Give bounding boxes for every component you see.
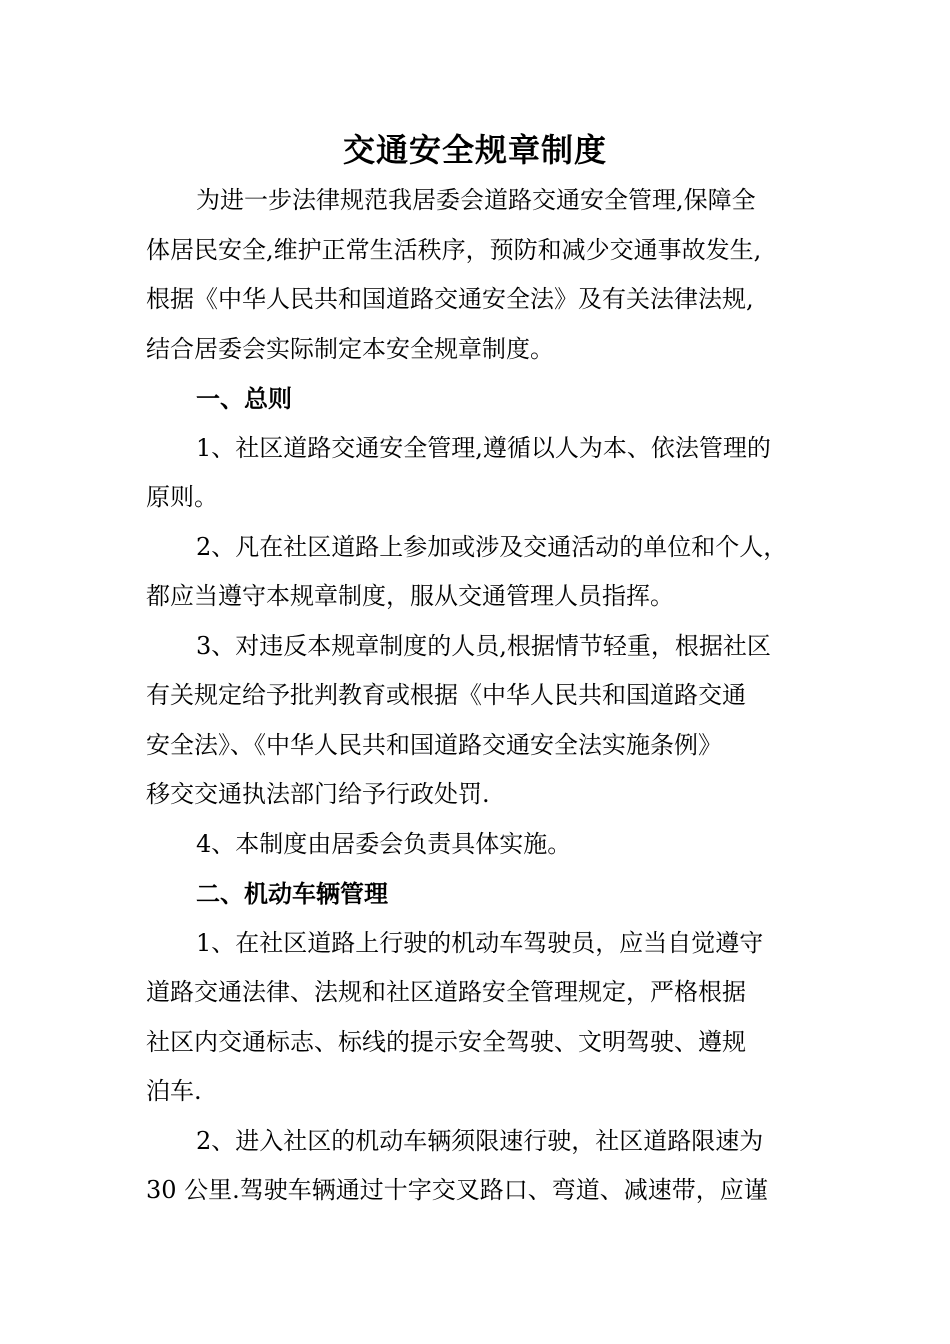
body-line: 道路交通法律、法规和社区道路安全管理规定，严格根据 — [146, 978, 746, 1006]
body-line: 4、本制度由居委会负责具体实施。 — [196, 829, 572, 858]
body-line: 3、对违反本规章制度的人员,根据情节轻重，根据社区 — [196, 631, 771, 660]
body-line: 体居民安全,维护正常生活秩序，预防和减少交通事故发生, — [146, 235, 762, 264]
body-line: 移交交通执法部门给予行政处罚. — [146, 780, 490, 808]
body-line: 2、凡在社区道路上参加或涉及交通活动的单位和个人， — [196, 532, 788, 561]
section-heading: 二、机动车辆管理 — [196, 879, 388, 908]
body-line: 都应当遵守本规章制度，服从交通管理人员指挥。 — [146, 582, 674, 610]
body-line: 泊车. — [146, 1077, 202, 1105]
body-line: 安全法》、《中华人民共和国道路交通安全法实施条例》 — [146, 730, 722, 759]
body-line: 2、进入社区的机动车辆须限速行驶，社区道路限速为 — [196, 1126, 764, 1155]
body-line: 1、社区道路交通安全管理,遵循以人为本、依法管理的 — [196, 433, 771, 462]
body-line: 原则。 — [146, 483, 218, 511]
body-line: 为进一步法律规范我居委会道路交通安全管理,保障全 — [196, 186, 756, 214]
document-body — [146, 176, 836, 1216]
body-line: 结合居委会实际制定本安全规章制度。 — [146, 334, 554, 363]
body-line: 30 公里.驾驶车辆通过十字交叉路口、弯道、减速带，应谨 — [146, 1176, 768, 1204]
body-line: 1、在社区道路上行驶的机动车驾驶员，应当自觉遵守 — [196, 928, 764, 957]
document-title: 交通安全规章制度 — [342, 131, 607, 169]
body-line: 社区内交通标志、标线的提示安全驾驶、文明驾驶、遵规 — [146, 1027, 746, 1056]
section-heading: 一、总则 — [196, 384, 292, 413]
body-line: 根据《中华人民共和国道路交通安全法》及有关法律法规, — [146, 285, 754, 313]
body-line: 有关规定给予批判教育或根据《中华人民共和国道路交通 — [146, 681, 746, 709]
